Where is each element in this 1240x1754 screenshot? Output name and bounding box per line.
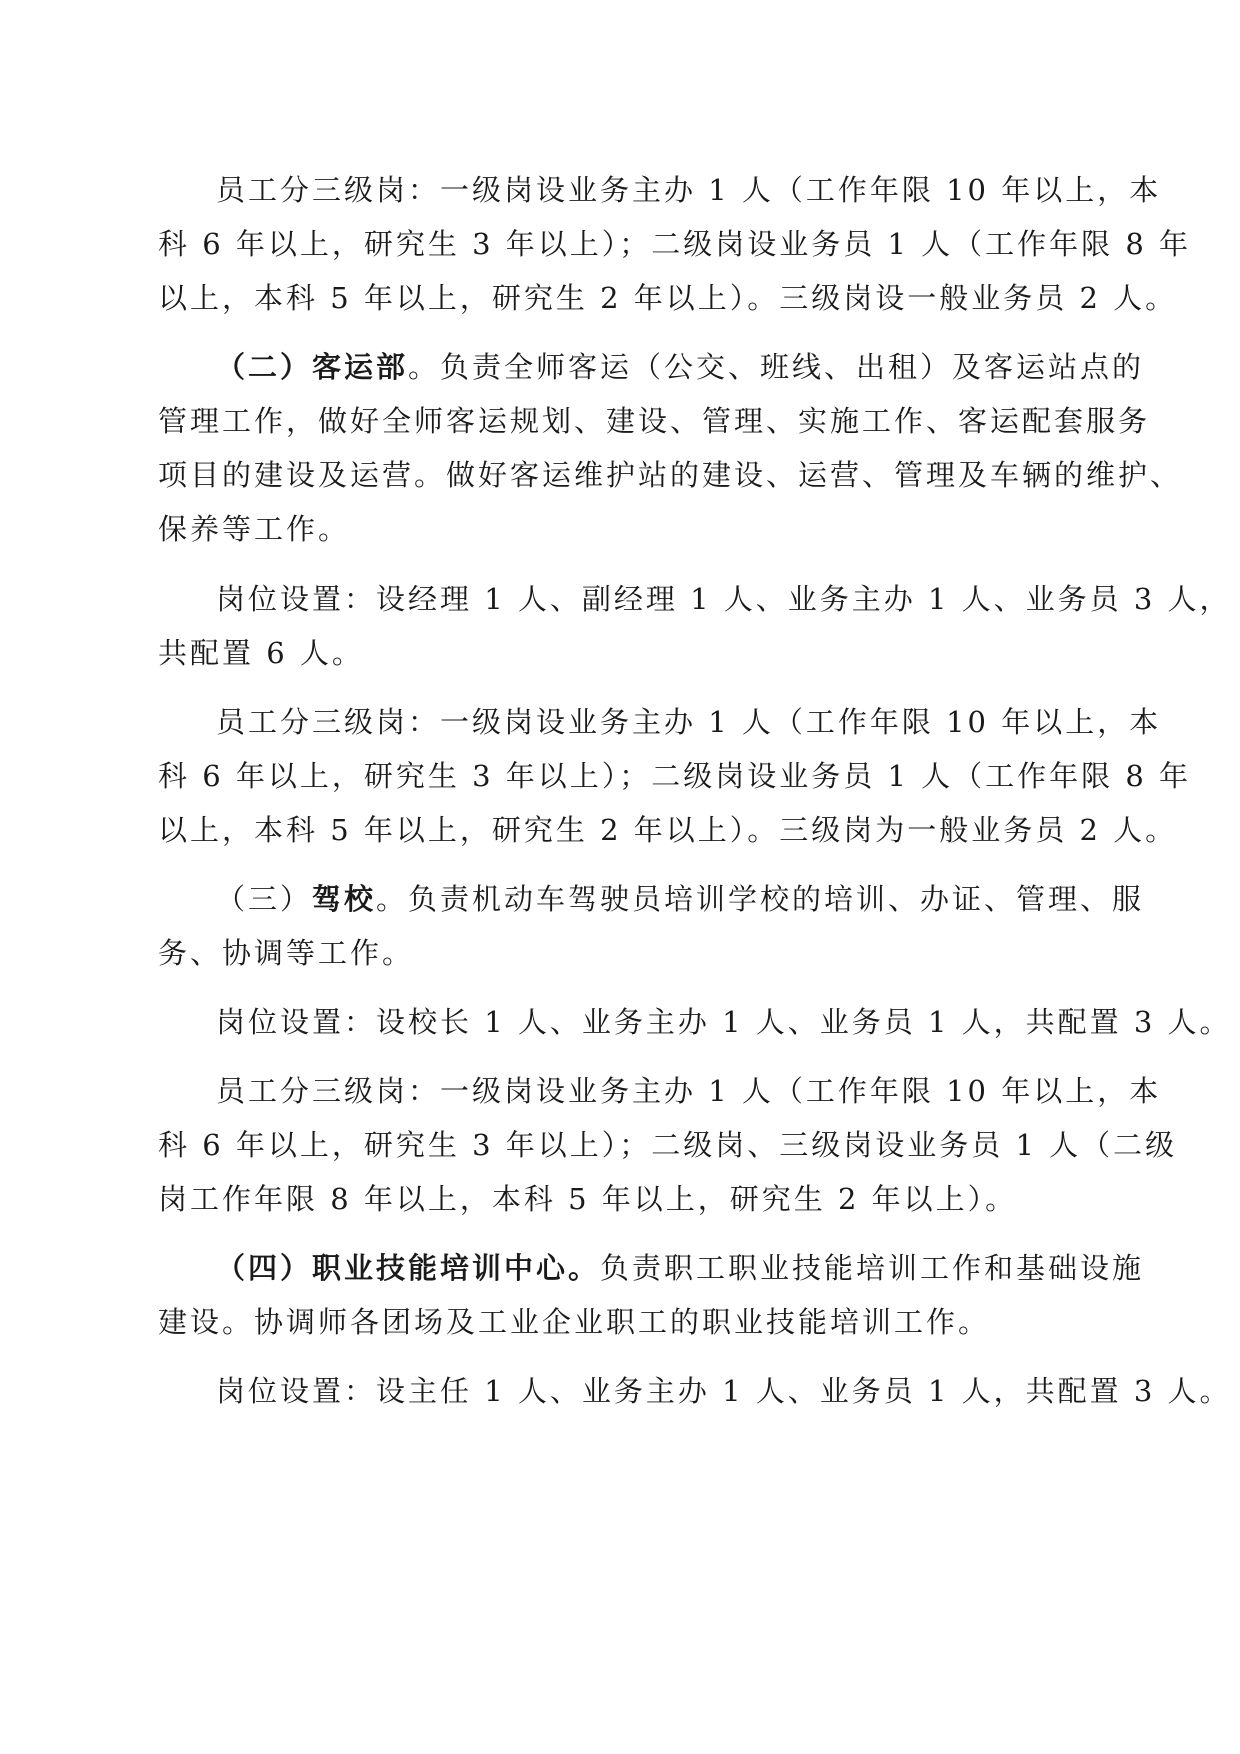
paragraph-line: 员工分三级岗：一级岗设业务主办 1 人（工作年限 10 年以上，本 [216, 705, 1162, 739]
paragraph-line: 员工分三级岗：一级岗设业务主办 1 人（工作年限 10 年以上，本 [216, 173, 1162, 207]
paragraph-line: 以上，本科 5 年以上，研究生 2 年以上）。三级岗为一般业务员 2 人。 [158, 813, 1178, 847]
section-heading: （四）职业技能培训中心。 [216, 1251, 601, 1285]
paragraph-line: 岗工作年限 8 年以上，本科 5 年以上，研究生 2 年以上）。 [158, 1182, 1018, 1216]
paragraph-line: 共配置 6 人。 [158, 636, 364, 670]
paragraph-line: 科 6 年以上，研究生 3 年以上）；二级岗设业务员 1 人（工作年限 8 年 [158, 227, 1192, 261]
paragraph-line: 务、协调等工作。 [158, 936, 415, 970]
paragraph-line: 项目的建设及运营。做好客运维护站的建设、运营、管理及车辆的维护、 [158, 458, 1183, 492]
paragraph-line: 保养等工作。 [158, 512, 351, 546]
section-heading-line [216, 347, 1144, 387]
paragraph-line: 岗位设置：设主任 1 人、业务主办 1 人、业务员 1 人，共配置 3 人。 [216, 1374, 1232, 1408]
paragraph-text: 。负责全师客运（公交、班线、出租）及客运站点的 [408, 350, 1145, 384]
paragraph-line: 建设。协调师各团场及工业企业职工的职业技能培训工作。 [158, 1305, 991, 1339]
section-heading-line [216, 1248, 1144, 1288]
paragraph-line: 以上，本科 5 年以上，研究生 2 年以上）。三级岗设一般业务员 2 人。 [158, 281, 1178, 315]
section-heading: （二）客运部 [216, 350, 409, 384]
paragraph-line: 员工分三级岗：一级岗设业务主办 1 人（工作年限 10 年以上，本 [216, 1074, 1162, 1108]
paragraph-line: 岗位设置：设经理 1 人、副经理 1 人、业务主办 1 人、业务员 3 人， [216, 582, 1232, 616]
paragraph-line: 岗位设置：设校长 1 人、业务主办 1 人、业务员 1 人，共配置 3 人。 [216, 1005, 1232, 1039]
paragraph-line: 科 6 年以上，研究生 3 年以上）；二级岗、三级岗设业务员 1 人（二级 [158, 1128, 1178, 1162]
paragraph-text: 。负责机动车驾驶员培训学校的培训、办证、管理、服 [376, 882, 1145, 916]
paragraph-line: 管理工作，做好全师客运规划、建设、管理、实施工作、客运配套服务 [158, 404, 1151, 438]
section-heading-line [216, 879, 1144, 919]
paragraph-text: 负责职工职业技能培训工作和基础设施 [600, 1251, 1145, 1285]
section-number: （三） [216, 882, 313, 916]
section-heading: 驾校 [312, 882, 377, 916]
paragraph-line: 科 6 年以上，研究生 3 年以上）；二级岗设业务员 1 人（工作年限 8 年 [158, 759, 1192, 793]
